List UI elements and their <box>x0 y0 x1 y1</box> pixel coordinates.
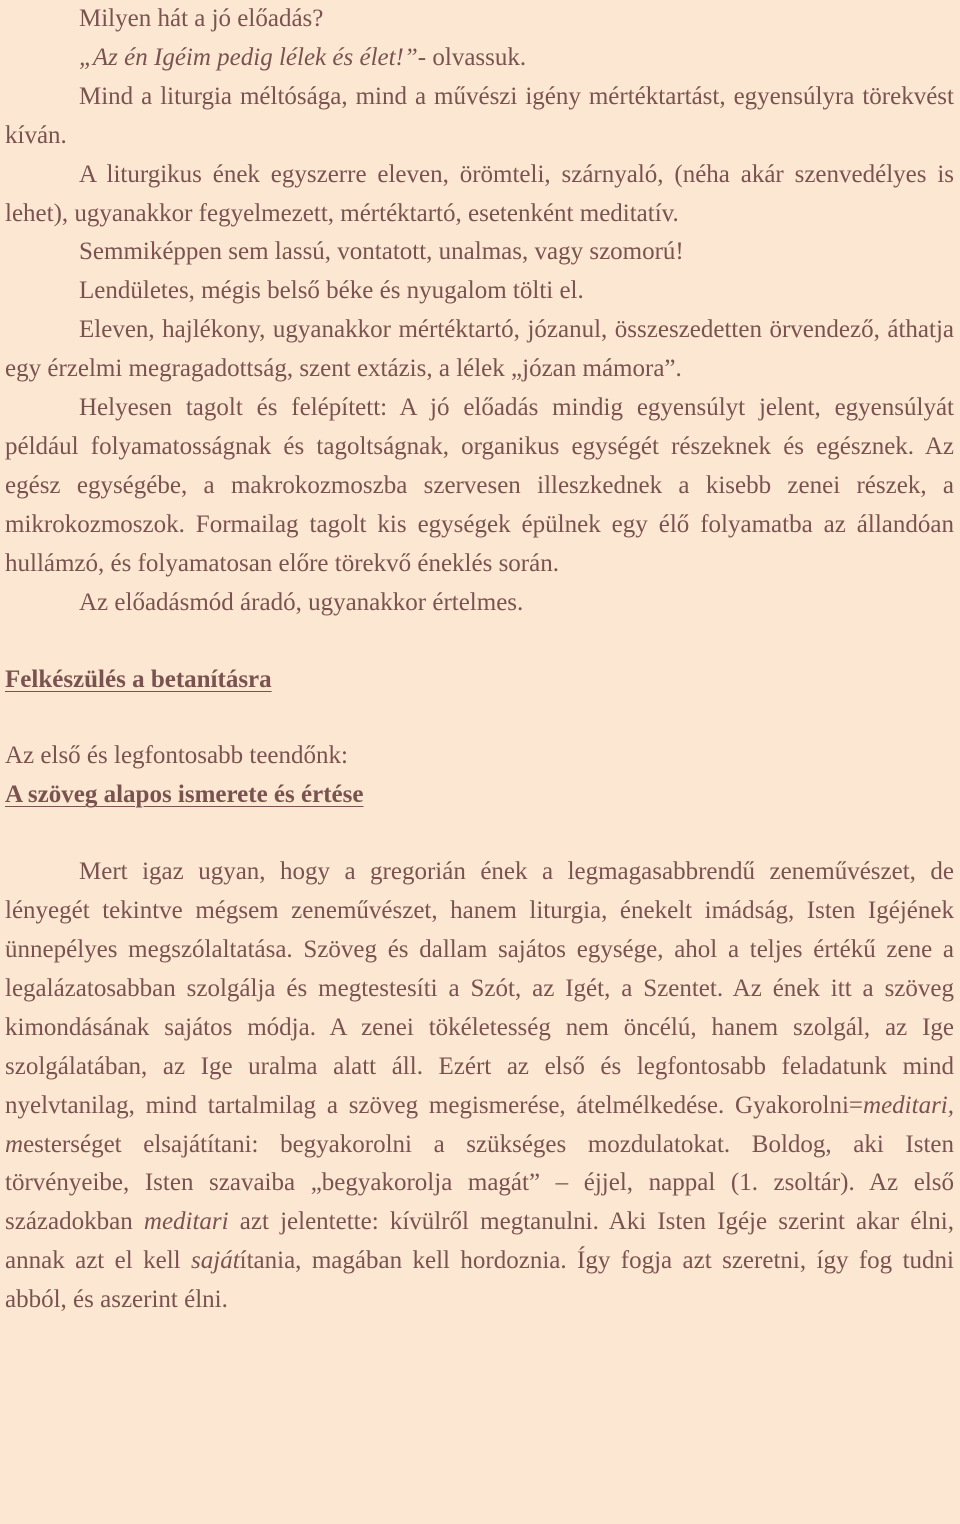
text-segment: esterséget elsajátítani: begyakorolni a szükséges mozdulatokat. Boldog, aki Isten törvényeibe, Isten szavaiba „begyakorolja magát” – éjjel, nappal (1. zsoltár). Az első századokban <box>5 1130 954 1236</box>
paragraph-quote <box>5 39 954 78</box>
italic-m: m <box>5 1130 24 1158</box>
text-segment: ítania, magában kell hordoznia. Így fogja azt szeretni, így fog tudni abból, és aszerint élni. <box>5 1247 954 1314</box>
quote-text: „Az én Igéim pedig lélek és élet!” <box>79 43 418 71</box>
paragraph-structured: Helyesen tagolt és felépített: A jó előadás mindig egyensúlyt jelent, egyensúlyát például folyamatosságnak és tagoltságnak, organikus egységét részeknek és egésznek. Az egész egységébe, a makrokozmoszba szervesen illeszkednek a kisebb zenei részek, a mikrokozmoszok. Formailag tagolt kis egységek épülnek egy élő folyamatba az állandóan hullámzó, és folyamatosan előre törekvő éneklés során. <box>5 394 954 577</box>
paragraph-liturgy-dignity: Mind a liturgia méltósága, mind a művészi igény mértéktartást, egyensúlyra törekvést kíván. <box>5 82 954 149</box>
italic-sajat: saját <box>191 1247 240 1275</box>
paragraph-liturgical-song: A liturgikus ének egyszerre eleven, örömteli, szárnyaló, (néha akár szenvedélyes is lehet), ugyanakkor fegyelmezett, mértéktartó, esetenként meditatív. <box>5 160 954 227</box>
quote-suffix: - olvassuk. <box>417 43 527 71</box>
section-heading: Felkészülés a betanításra <box>5 665 272 693</box>
spacer <box>5 699 954 737</box>
intro-line: Az első és legfontosabb teendőnk: <box>5 742 348 770</box>
paragraph-vigorous: Lendületes, mégis belső béke és nyugalom tölti el. <box>79 277 584 305</box>
italic-meditari: meditari, <box>863 1091 954 1119</box>
text-segment: azt jelentette: kívülről megtanulni. Aki Isten Igéje szerint akar élni, annak azt el kell <box>5 1208 954 1275</box>
paragraph-question: Milyen hát a jó előadás? <box>79 5 324 32</box>
text-segment: Mert igaz ugyan, hogy a gregorián ének a legmagasabbrendű zeneművészet, de lényegét tekintve mégsem zeneművészet, hanem liturgia, énekelt imádság, Isten Igéjének ünnepélyes megszólaltatása. Szöveg és dallam sajátos egysége, ahol a teljes értékű zene a legalázatosabban szolgálja és megtestesíti a Szót, az Igét, a Szentet. Az ének itt a szöveg kimondásának sajátos módja. A zenei tökéletesség nem öncélú, hanem szolgál, az Ige szolgálatában, az Ige uralma alatt áll. Ezért az első és legfontosabb feladatunk mind nyelvtanilag, mind tartalmilag a szöveg megismerése, átelmélkedése. Gyakorolni= <box>5 858 954 1119</box>
paragraph-not-slow: Semmiképpen sem lassú, vontatott, unalmas, vagy szomorú! <box>79 238 684 266</box>
paragraph-gregorian <box>5 853 954 1320</box>
paragraph-lively: Eleven, hajlékony, ugyanakkor mértéktartó, józanul, összeszedetten örvendező, áthatja egy érzelmi megragadottság, szent extázis, a lélek „józan mámora”. <box>5 316 954 383</box>
italic-meditari-2: meditari <box>143 1208 229 1236</box>
spacer <box>5 623 954 661</box>
spacer <box>5 815 954 853</box>
sub-heading: A szöveg alapos ismerete és értése <box>5 781 364 809</box>
paragraph-performance-style: Az előadásmód áradó, ugyanakkor értelmes. <box>79 588 524 616</box>
